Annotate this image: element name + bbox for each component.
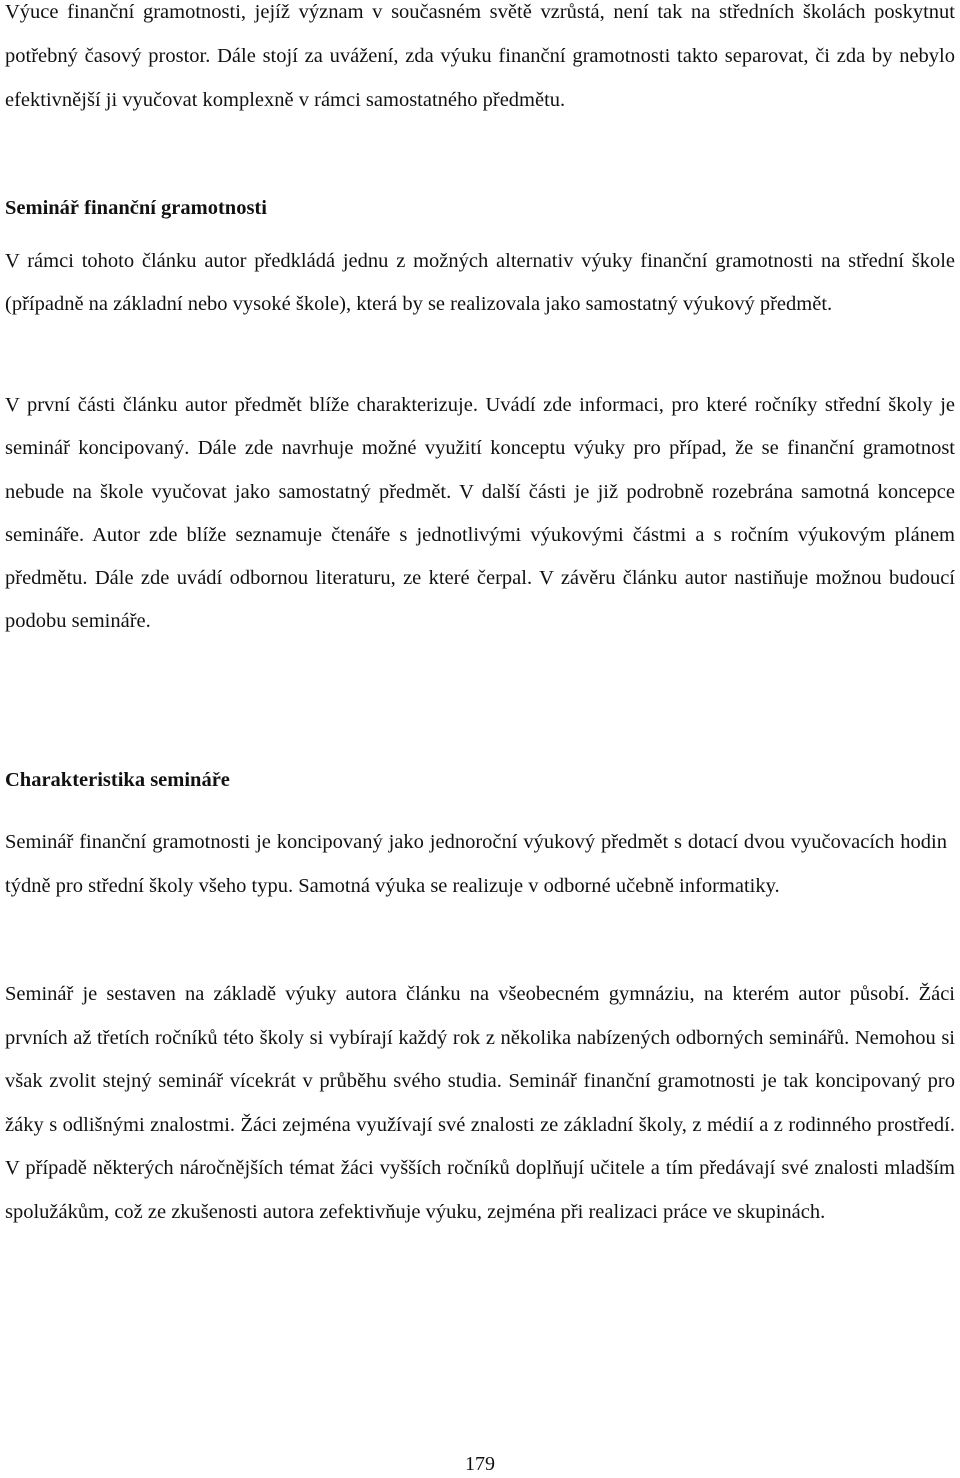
article-title: Seminář finanční gramotnosti bbox=[5, 197, 267, 219]
intro-paragraph: Výuce finanční gramotnosti, jejíž význam v současném světě vzrůstá, není tak na středních školách poskytnut potřebný časový prostor. Dále stojí za uvážení, zda výuku finanční gramotnosti takto separovat, či zda by nebylo efektivnější ji vyučovat komplexně v rámci samostatného předmětu. bbox=[5, 1, 955, 111]
section-heading: Charakteristika semináře bbox=[5, 769, 230, 791]
section-paragraph-1: Seminář finanční gramotnosti je koncipovaný jako jednoroční výukový předmět s dotací dvou vyučovacích hodin týdně pro střední školy všeho typu. Samotná výuka se realizuje v odborné učebně informatiky. bbox=[5, 831, 947, 897]
page-number: 179 bbox=[465, 1453, 495, 1475]
abstract-paragraph-2: V první části článku autor předmět blíže charakterizuje. Uvádí zde informaci, pro které ročníky střední školy je seminář koncipovaný. Dále zde navrhuje možné využití konceptu výuky pro případ, že se finanční gramotnost nebude na škole vyučovat jako samostatný předmět. V další části je již podrobně rozebrána samotná koncepce semináře. Autor zde blíže seznamuje čtenáře s jednotlivými výukovými částmi a s ročním výukovým plánem předmětu. Dále zde uvádí odbornou literaturu, ze které čerpal. V závěru článku autor nastiňuje možnou budoucí podobu semináře. bbox=[5, 394, 955, 633]
section-paragraph-2: Seminář je sestaven na základě výuky autora článku na všeobecném gymnáziu, na kterém autor působí. Žáci prvních až třetích ročníků této školy si vybírají každý rok z několika nabízených odborných seminářů. Nemohou si však zvolit stejný seminář vícekrát v průběhu svého studia. Seminář finanční gramotnosti je tak koncipovaný pro žáky s odlišnými znalostmi. Žáci zejména využívají své znalosti ze základní školy, z médií a z rodinného prostředí. V případě některých náročnějších témat žáci vyšších ročníků doplňují učitele a tím předávají své znalosti mladším spolužákům, což ze zkušenosti autora zefektivňuje výuku, zejména při realizaci práce ve skupinách. bbox=[5, 983, 955, 1223]
abstract-paragraph-1: V rámci tohoto článku autor předkládá jednu z možných alternativ výuky finanční gramotnosti na střední škole (případně na základní nebo vysoké škole), která by se realizovala jako samostatný výukový předmět. bbox=[5, 250, 955, 315]
